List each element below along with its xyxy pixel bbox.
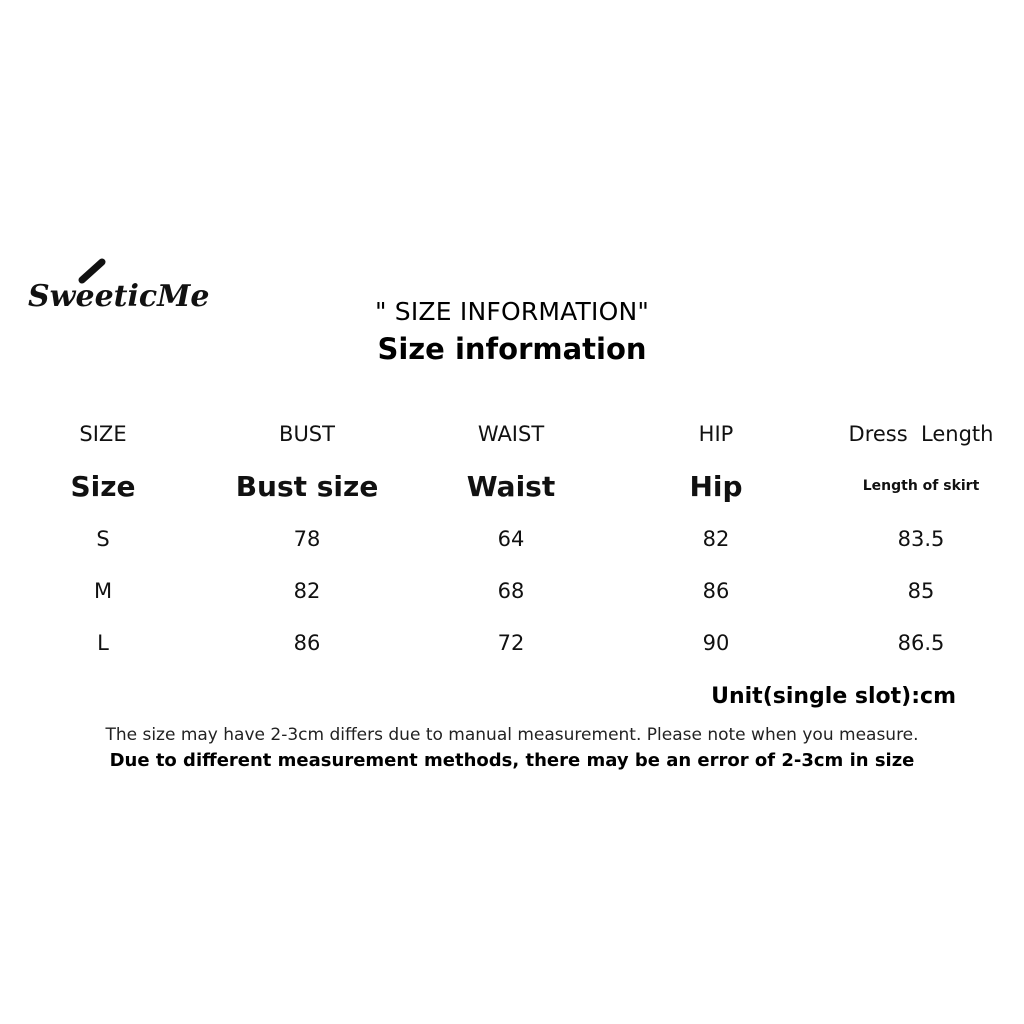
header-dress-length: Dress Length: [848, 422, 994, 446]
table-row-l-size: L: [97, 631, 109, 655]
header-bust: BUST: [279, 422, 335, 446]
table-row-m-size: M: [93, 579, 113, 603]
table-row-m-length: 85: [907, 579, 935, 603]
table-row-s-bust: 78: [293, 527, 321, 551]
header-hip: HIP: [698, 422, 734, 446]
table-row-l-length: 86.5: [897, 631, 945, 655]
table-row-m-bust: 82: [293, 579, 321, 603]
svg-text:SweeticMe: SweeticMe: [28, 279, 210, 314]
table-row-l-waist: 72: [497, 631, 525, 655]
table-row-s-length: 83.5: [897, 527, 945, 551]
header-waist: WAIST: [477, 422, 545, 446]
header-size-translated: Size: [70, 470, 136, 503]
measurement-note: The size may have 2-3cm differs due to manual measurement. Please note when you measure.: [105, 725, 919, 745]
title-english: " SIZE INFORMATION": [374, 297, 650, 326]
table-row-s-size: S: [96, 527, 110, 551]
unit-note: Unit(single slot):cm: [711, 684, 956, 709]
table-row-l-bust: 86: [293, 631, 321, 655]
table-row-s-waist: 64: [497, 527, 525, 551]
header-waist-translated: Waist: [466, 470, 556, 503]
header-dress-length-translated: Length of skirt: [862, 478, 980, 494]
title-translated: Size information: [377, 332, 647, 366]
table-row-m-waist: 68: [497, 579, 525, 603]
table-row-s-hip: 82: [702, 527, 730, 551]
table-row-l-hip: 90: [702, 631, 730, 655]
measurement-note-translated: Due to different measurement methods, there may be an error of 2-3cm in size: [109, 750, 915, 771]
header-size: SIZE: [79, 422, 127, 446]
header-bust-translated: Bust size: [235, 470, 379, 503]
table-row-m-hip: 86: [702, 579, 730, 603]
header-hip-translated: Hip: [689, 470, 743, 503]
